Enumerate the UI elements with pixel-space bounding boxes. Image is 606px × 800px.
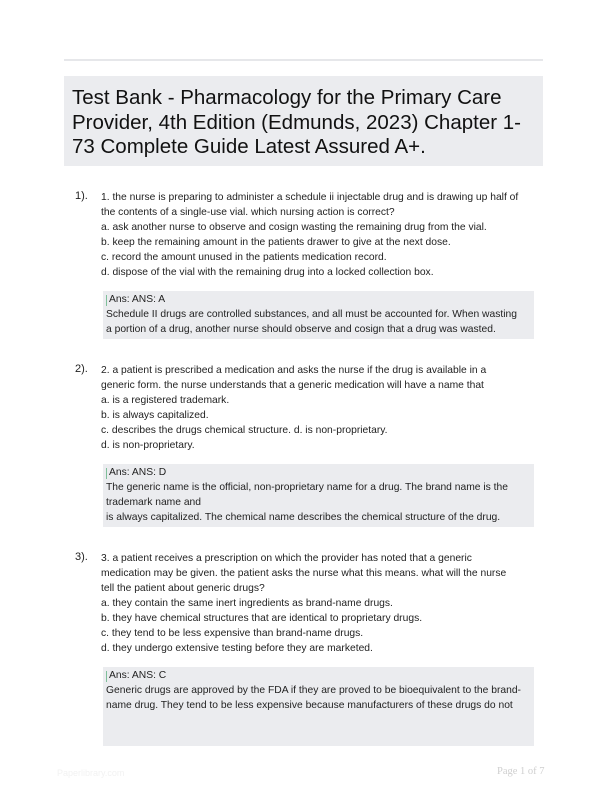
answer-explanation-box (103, 291, 534, 339)
answer-explanation-line: Generic drugs are approved by the FDA if they are proved to be bioequivalent to the brand- (106, 685, 521, 696)
answer-option: c. describes the drugs chemical structure. d. is non-proprietary. (101, 425, 388, 436)
question-number: 3). (75, 551, 88, 563)
answer-option: a. they contain the same inert ingredients as brand-name drugs. (101, 598, 393, 609)
answer-explanation-line: trademark name and (106, 497, 202, 508)
question-text-line: 3. a patient receives a prescription on which the provider has noted that a generic (101, 553, 472, 564)
answer-explanation-line: is always capitalized. The chemical name describes the chemical structure of the drug. (106, 512, 501, 523)
question-number: 1). (75, 190, 88, 202)
answer-option: d. is non-proprietary. (101, 440, 195, 451)
answer-explanation-line: Schedule II drugs are controlled substances, and all must be accounted for. When wasting (106, 309, 517, 320)
question-number: 2). (75, 363, 88, 375)
question-text-line: medication may be given. the patient asks the nurse what this means. what will the nurse (101, 568, 507, 579)
answer-key: Ans: ANS: A (109, 294, 166, 305)
answer-explanation-line: The generic name is the official, non-proprietary name for a drug. The brand name is the (106, 482, 508, 493)
answer-option: a. ask another nurse to observe and cosign wasting the remaining drug from the vial. (101, 222, 487, 233)
question-text-line: 2. a patient is prescribed a medication and asks the nurse if the drug is available in a (101, 365, 487, 376)
answer-option: b. is always capitalized. (101, 410, 209, 421)
answer-explanation-box (103, 464, 534, 527)
answer-option: d. they undergo extensive testing before they are marketed. (101, 643, 373, 654)
top-divider (64, 59, 543, 61)
question-text-line: tell the patient about generic drugs? (101, 583, 265, 594)
answer-key: Ans: ANS: D (109, 467, 167, 478)
answer-explanation-line: a portion of a drug, another nurse should observe and cosign that a drug was wasted. (106, 324, 496, 335)
answer-marker (106, 671, 107, 682)
title-banner (64, 76, 543, 166)
answer-explanation-box (103, 667, 534, 746)
question-text-line: the contents of a single-use vial. which nursing action is correct? (101, 207, 395, 218)
page-indicator: Page 1 of 7 (497, 766, 545, 777)
question-text-line: 1. the nurse is preparing to administer a schedule ii injectable drug and is drawing up half of (101, 192, 519, 203)
answer-marker (106, 468, 107, 479)
question-text-line: generic form. the nurse understands that a generic medication will have a name that (101, 380, 484, 391)
answer-option: b. keep the remaining amount in the patients drawer to give at the next dose. (101, 237, 451, 248)
answer-option: d. dispose of the vial with the remaining drug into a locked collection box. (101, 267, 434, 278)
document-title: Test Bank - Pharmacology for the Primary Care Provider, 4th Edition (Edmunds, 2023) Chapter 1-73 Complete Guide Latest Assured A+. (72, 86, 521, 158)
answer-option: a. is a registered trademark. (101, 395, 230, 406)
answer-option: c. they tend to be less expensive than brand-name drugs. (101, 628, 364, 639)
answer-key: Ans: ANS: C (109, 670, 167, 681)
footer-watermark: Paperlibrary.com (57, 768, 125, 778)
answer-explanation-line: name drug. They tend to be less expensive because manufacturers of these drugs do not (106, 700, 513, 711)
answer-marker (106, 295, 107, 306)
answer-option: c. record the amount unused in the patients medication record. (101, 252, 387, 263)
answer-option: b. they have chemical structures that are identical to proprietary drugs. (101, 613, 423, 624)
